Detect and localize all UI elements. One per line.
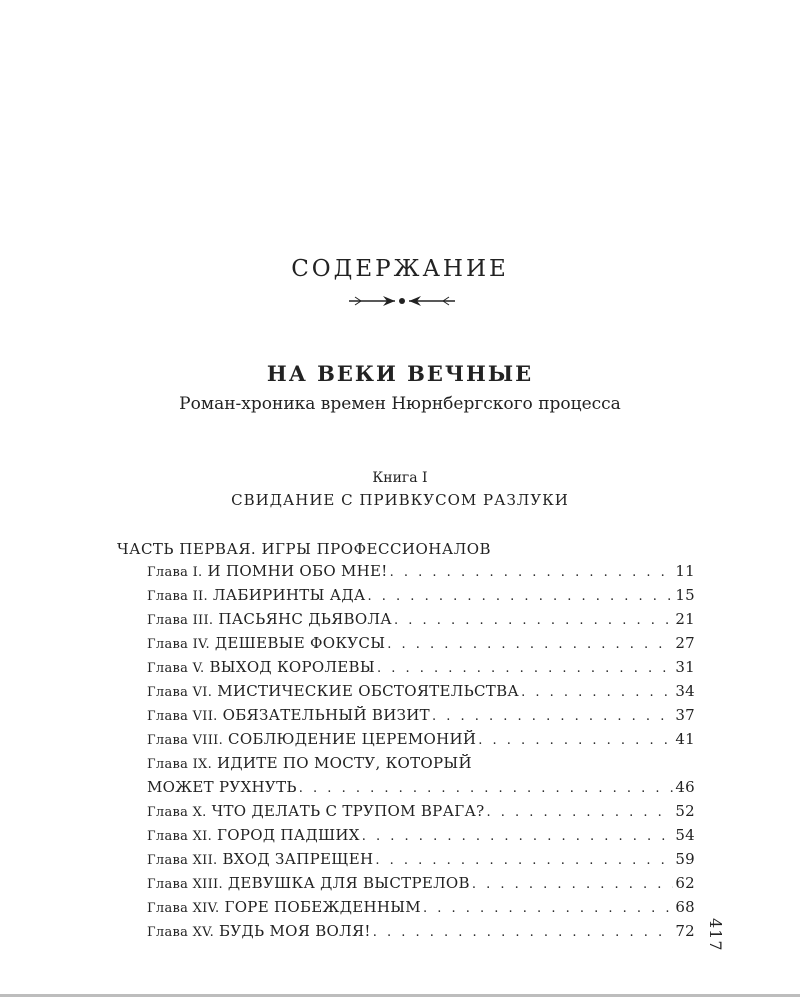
book-subtitle: Роман-хроника времен Нюрнбергского процесса <box>179 394 621 414</box>
dot-leader <box>368 589 674 604</box>
toc-entry-chapter-12[interactable] <box>147 850 695 874</box>
chapter-title: ЧТО ДЕЛАТЬ С ТРУПОМ ВРАГА? <box>211 802 485 820</box>
chapter-prefix: Глава III. <box>147 613 214 628</box>
chapter-title: ВХОД ЗАПРЕЩЕН <box>222 850 374 868</box>
chapter-page: 34 <box>675 682 695 700</box>
dot-leader <box>423 901 673 916</box>
chapter-prefix: Глава XIV. <box>147 901 220 916</box>
toc-entry-chapter-6[interactable] <box>147 682 695 706</box>
chapter-page: 41 <box>675 730 695 748</box>
bottom-divider <box>0 994 800 997</box>
ornament-divider-icon <box>347 291 457 311</box>
toc-entry-chapter-9[interactable] <box>147 754 695 778</box>
toc-entry-chapter-11[interactable] <box>147 826 695 850</box>
chapter-prefix: Глава VIII. <box>147 733 224 748</box>
chapter-page: 72 <box>675 922 695 940</box>
page-number: 417 <box>706 918 725 952</box>
section-heading: ЧАСТЬ ПЕРВАЯ. ИГРЫ ПРОФЕССИОНАЛОВ <box>117 540 492 558</box>
table-of-contents <box>147 562 695 946</box>
dot-leader <box>432 709 673 724</box>
chapter-title: ПАСЬЯНС ДЬЯВОЛА <box>218 610 392 628</box>
toc-entry-chapter-4[interactable] <box>147 634 695 658</box>
book-part-title: СВИДАНИЕ С ПРИВКУСОМ РАЗЛУКИ <box>231 491 569 509</box>
chapter-prefix: Глава II. <box>147 589 208 604</box>
chapter-title-continuation: МОЖЕТ РУХНУТЬ <box>147 778 297 796</box>
chapter-title: МИСТИЧЕСКИЕ ОБСТОЯТЕЛЬСТВА <box>217 682 520 700</box>
chapter-prefix: Глава IX. <box>147 757 213 772</box>
toc-entry-chapter-15[interactable] <box>147 922 695 946</box>
chapter-title: ЛАБИРИНТЫ АДА <box>212 586 366 604</box>
chapter-prefix: Глава I. <box>147 565 203 580</box>
chapter-page: 15 <box>675 586 695 604</box>
dot-leader <box>299 781 674 796</box>
toc-entry-chapter-3[interactable] <box>147 610 695 634</box>
dot-leader <box>521 685 673 700</box>
chapter-page: 46 <box>675 778 695 796</box>
chapter-prefix: Глава IV. <box>147 637 210 652</box>
chapter-prefix: Глава VI. <box>147 685 213 700</box>
toc-entry-chapter-9-continuation[interactable] <box>147 778 695 802</box>
chapter-prefix: Глава XI. <box>147 829 213 844</box>
dot-leader <box>390 565 674 580</box>
chapter-page: 68 <box>675 898 695 916</box>
toc-entry-chapter-10[interactable] <box>147 802 695 826</box>
book-part-label: Книга I <box>372 470 428 486</box>
chapter-page: 59 <box>675 850 695 868</box>
chapter-page: 31 <box>675 658 695 676</box>
toc-entry-chapter-13[interactable] <box>147 874 695 898</box>
toc-entry-chapter-14[interactable] <box>147 898 695 922</box>
chapter-page: 37 <box>675 706 695 724</box>
chapter-title: ИДИТЕ ПО МОСТУ, КОТОРЫЙ <box>217 754 472 772</box>
chapter-page: 21 <box>675 610 695 628</box>
toc-entry-chapter-5[interactable] <box>147 658 695 682</box>
toc-entry-chapter-1[interactable] <box>147 562 695 586</box>
chapter-prefix: Глава VII. <box>147 709 218 724</box>
chapter-title: ДЕШЕВЫЕ ФОКУСЫ <box>214 634 386 652</box>
dot-leader <box>362 829 674 844</box>
chapter-title: СОБЛЮДЕНИЕ ЦЕРЕМОНИЙ <box>228 730 477 748</box>
dot-leader <box>375 853 673 868</box>
chapter-page: 27 <box>675 634 695 652</box>
chapter-page: 62 <box>675 874 695 892</box>
chapter-page: 52 <box>675 802 695 820</box>
toc-entry-chapter-8[interactable] <box>147 730 695 754</box>
dot-leader <box>472 877 673 892</box>
chapter-title: ВЫХОД КОРОЛЕВЫ <box>209 658 375 676</box>
chapter-prefix: Глава V. <box>147 661 205 676</box>
chapter-title: ГОРЕ ПОБЕЖДЕННЫМ <box>224 898 421 916</box>
chapter-prefix: Глава XIII. <box>147 877 223 892</box>
chapter-title: ГОРОД ПАДШИХ <box>217 826 360 844</box>
dot-leader <box>387 637 673 652</box>
chapter-page: 11 <box>675 562 695 580</box>
dot-leader <box>486 805 673 820</box>
chapter-prefix: Глава XII. <box>147 853 218 868</box>
toc-entry-chapter-7[interactable] <box>147 706 695 730</box>
contents-title: СОДЕРЖАНИЕ <box>291 256 509 282</box>
dot-leader <box>394 613 673 628</box>
toc-entry-chapter-2[interactable] <box>147 586 695 610</box>
chapter-page: 54 <box>675 826 695 844</box>
chapter-prefix: Глава X. <box>147 805 207 820</box>
dot-leader <box>478 733 673 748</box>
book-title: НА ВЕКИ ВЕЧНЫЕ <box>266 361 534 386</box>
chapter-prefix: Глава XV. <box>147 925 215 940</box>
dot-leader <box>373 925 674 940</box>
dot-leader <box>377 661 673 676</box>
chapter-title: И ПОМНИ ОБО МНЕ! <box>207 562 388 580</box>
chapter-title: ОБЯЗАТЕЛЬНЫЙ ВИЗИТ <box>222 706 430 724</box>
chapter-title: ДЕВУШКА ДЛЯ ВЫСТРЕЛОВ <box>227 874 470 892</box>
chapter-title: БУДЬ МОЯ ВОЛЯ! <box>219 922 371 940</box>
